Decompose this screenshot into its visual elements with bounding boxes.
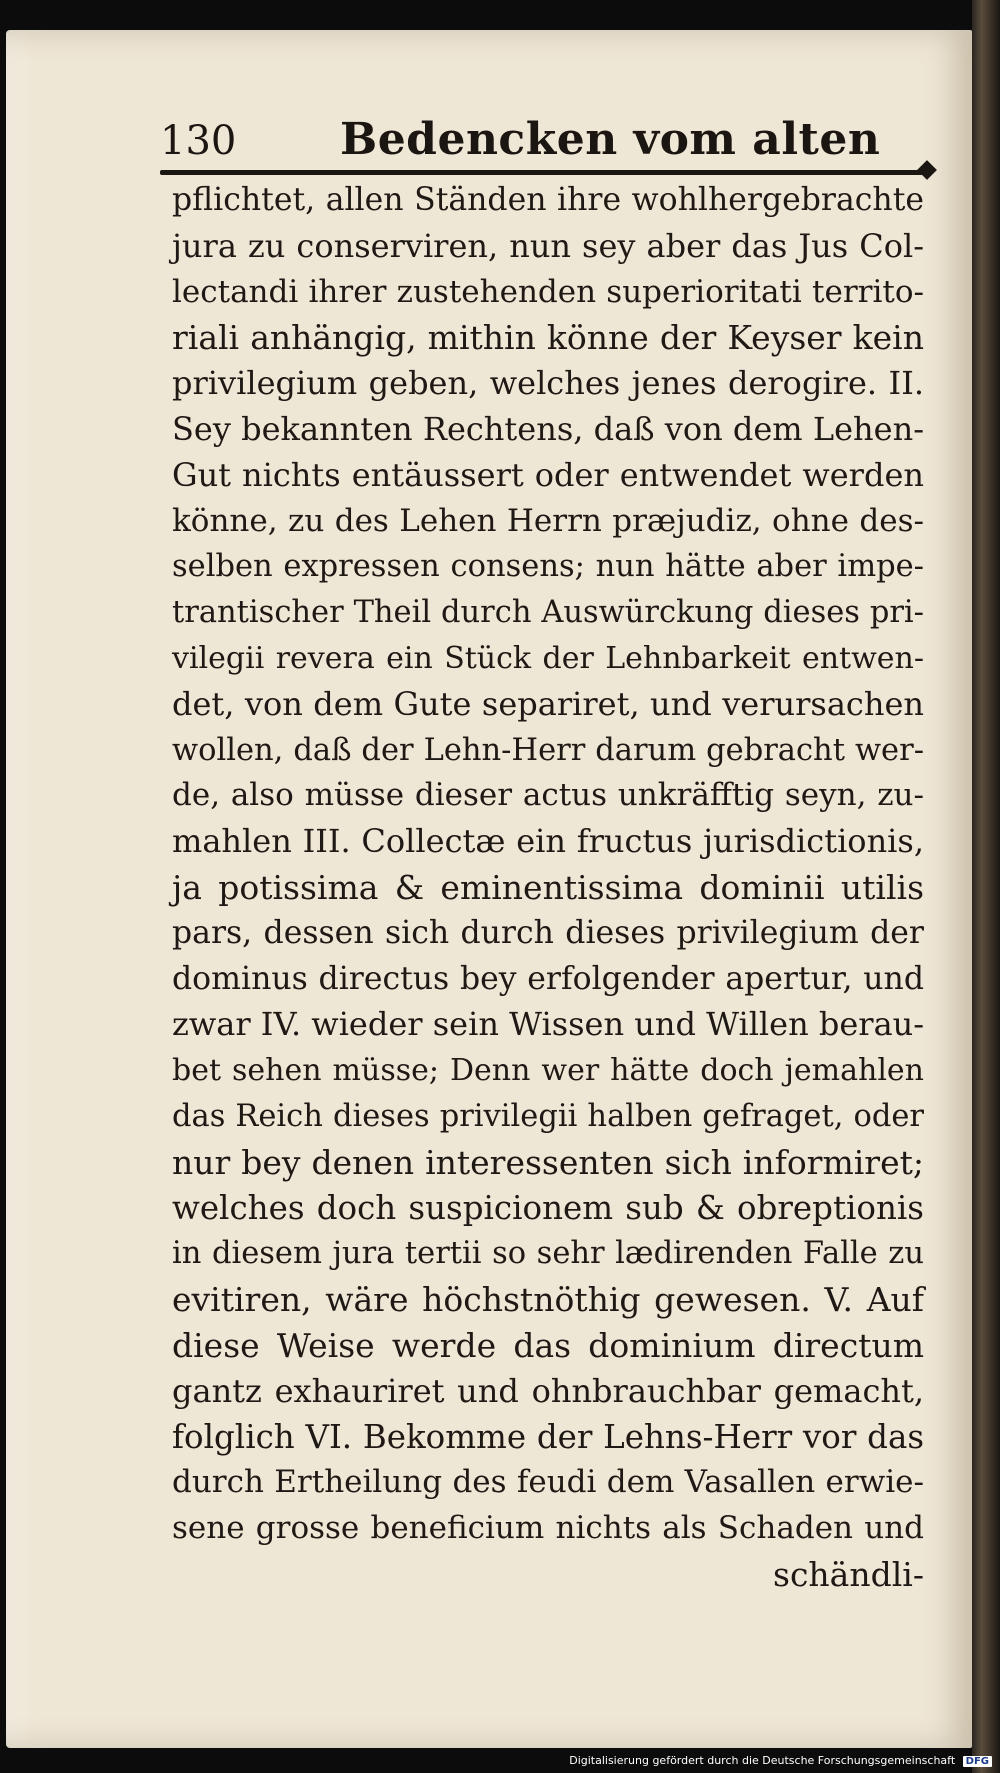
text-line: jura zu conserviren, nun sey aber das Jus Col- (172, 226, 924, 265)
text-line: Sey bekannten Rechtens, daß von dem Lehen- (172, 409, 924, 448)
text-line: pars, dessen sich durch dieses privilegium der (172, 914, 924, 951)
text-line: folglich VI. Bekomme der Lehns-Herr vor das (172, 1417, 924, 1456)
text-line: selben expressen consens; nun hätte aber impe- (172, 549, 924, 585)
text-line: zwar IV. wieder sein Wissen und Willen berau- (172, 1005, 925, 1044)
text-line: evitiren, wäre höchstnöthig gewesen. V. Auf (172, 1280, 924, 1320)
text-line: trantischer Theil durch Auswürckung dieses pri- (172, 595, 924, 631)
body-text (172, 178, 924, 1598)
digitization-credit (569, 1754, 992, 1767)
text-line: diese Weise werde das dominium directum (172, 1325, 924, 1365)
text-line: ja potissima & eminentissima dominii utilis (172, 867, 924, 907)
text-line: de, also müsse dieser actus unkräfftig seyn, zu- (172, 777, 924, 814)
text-line: in diesem jura tertii so sehr lædirenden Falle zu (172, 1236, 924, 1272)
page-number: 130 (160, 118, 237, 164)
running-title: Bedencken vom alten (340, 114, 881, 165)
text-line: das Reich dieses privilegii halben gefraget, oder (172, 1098, 924, 1134)
text-line: lectandi ihrer zustehenden superioritati territo- (172, 273, 924, 310)
text-line: könne, zu des Lehen Herrn præjudiz, ohne des- (172, 502, 924, 539)
text-line: privilegium geben, welches jenes derogire. II. (172, 364, 924, 403)
text-line: bet sehen müsse; Denn wer hätte doch jemahlen (172, 1053, 924, 1089)
text-line: dominus directus bey erfolgender apertur, und (172, 960, 924, 997)
credit-text: Digitalisierung gefördert durch die Deutsche Forschungsgemeinschaft (569, 1754, 956, 1767)
text-line: gantz exhauriret und ohnbrauchbar gemacht, (172, 1371, 924, 1410)
page-header (152, 114, 942, 174)
text-line: welches doch suspicionem sub & obreptionis (172, 1188, 924, 1227)
book-spine (972, 0, 1000, 1773)
text-line: pflichtet, allen Ständen ihre wohlhergebrachte (172, 182, 924, 218)
text-line: det, von dem Gute separiret, und verursachen (172, 684, 924, 723)
text-line: Gut nichts entäussert oder entwendet werden (172, 455, 924, 494)
text-line: durch Ertheilung des feudi dem Vasallen erwie- (172, 1464, 924, 1501)
text-line: wollen, daß der Lehn-Herr darum gebracht wer- (172, 732, 924, 768)
dfg-logo: DFG (963, 1756, 992, 1767)
catchword: schändli- (773, 1554, 924, 1594)
header-rule (160, 170, 930, 175)
text-line: riali anhängig, mithin könne der Keyser kein (172, 318, 924, 358)
text-line: vilegii revera ein Stück der Lehnbarkeit entwen- (172, 640, 924, 676)
text-line: nur bey denen interessenten sich informiret; (172, 1142, 924, 1182)
text-line: sene grosse beneficium nichts als Schaden und (172, 1510, 924, 1547)
text-line: mahlen III. Collectæ ein fructus jurisdictionis, (172, 822, 924, 861)
